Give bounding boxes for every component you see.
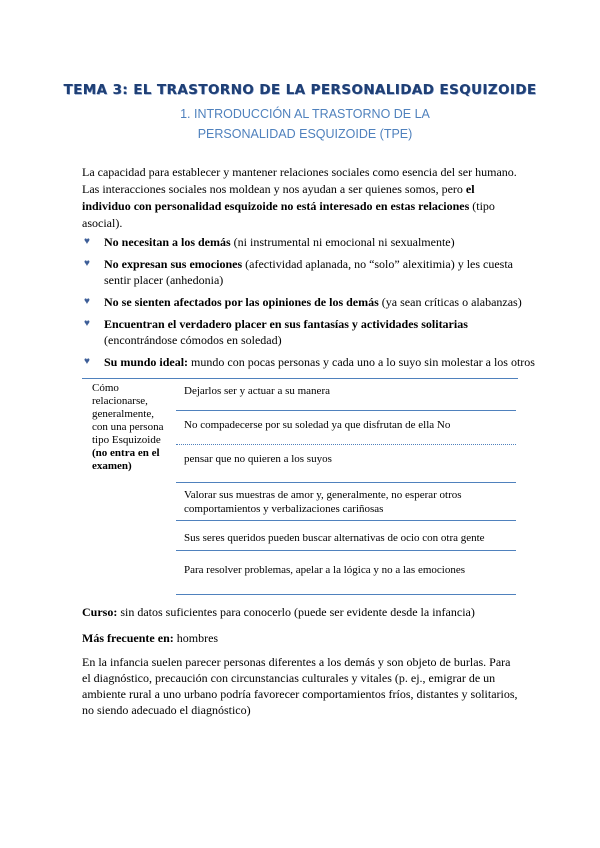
intro-text-2: (tipo asocial). <box>82 199 495 230</box>
table-row: Sus seres queridos pueden buscar alternativas de ocio con otra gente <box>176 520 516 545</box>
list-item <box>82 316 542 348</box>
list-item-bold: No se sienten afectados por las opiniones de los demás <box>104 295 379 309</box>
intro-paragraph <box>82 164 522 232</box>
heart-bullet-icon: ♥ <box>84 318 90 329</box>
list-item-bold: No necesitan a los demás <box>104 235 231 249</box>
table-header-bold: (no entra en el examen) <box>92 447 160 472</box>
list-item-text: (ni instrumental ni emocional ni sexualmente) <box>230 235 455 249</box>
list-item <box>82 256 542 288</box>
intro-bold: el individuo con personalidad esquizoide no está interesado en estas relaciones <box>82 182 475 213</box>
heart-bullet-icon: ♥ <box>84 236 90 247</box>
heart-bullet-icon: ♥ <box>84 258 90 269</box>
table-row: Valorar sus muestras de amor y, generalmente, no esperar otros comportamientos y verbalizaciones cariñosas <box>176 482 516 516</box>
heart-bullet-icon: ♥ <box>84 296 90 307</box>
table-header-text: Cómo relacionarse, generalmente, con una persona tipo Esquizoide <box>92 382 164 446</box>
closing-paragraph: En la infancia suelen parecer personas diferentes a los demás y son objeto de burlas. Para el diagnóstico, precaución con circunstancias culturales y vitales (p. ej., emigrar de un ambiente rural a uno urbano podría favorecer comportamientos fríos, distantes y solitarios, no siendo adecuado el diagnóstico) <box>82 655 518 717</box>
list-item-bold: No expresan sus emociones <box>104 257 243 271</box>
list-item <box>82 234 542 250</box>
heart-bullet-icon: ♥ <box>84 356 90 367</box>
table-row-header <box>92 382 172 473</box>
traits-list <box>82 234 542 376</box>
frecuente-text: hombres <box>173 631 219 645</box>
list-item-bold: Encuentran el verdadero placer en sus fantasías y actividades solitarias <box>104 317 468 331</box>
list-item-text: (ya sean críticas o alabanzas) <box>378 295 522 309</box>
page-title: TEMA 3: EL TRASTORNO DE LA PERSONALIDAD ESQUIZOIDE <box>63 82 537 98</box>
frecuente-label: Más frecuente en: <box>82 631 174 645</box>
list-item-text: (encontrándose cómodos en soledad) <box>104 333 282 347</box>
list-item-bold: Su mundo ideal: <box>104 355 189 369</box>
curso-text: sin datos suficientes para conocerlo (puede ser evidente desde la infancia) <box>117 605 475 619</box>
table-row: No compadecerse por su soledad ya que disfrutan de ella No <box>176 410 516 432</box>
curso-line <box>82 604 522 620</box>
frecuente-line <box>82 630 522 646</box>
curso-label: Curso: <box>82 605 118 619</box>
table-row: Dejarlos ser y actuar a su manera <box>176 378 516 398</box>
section-heading: 1. INTRODUCCIÓN AL TRASTORNO DE LA PERSONALIDAD ESQUIZOIDE (TPE) <box>180 107 430 141</box>
relation-table <box>82 378 518 596</box>
intro-text-1: La capacidad para establecer y mantener relaciones sociales como esencia del ser humano. Las interacciones sociales nos moldean y nos ayudan a ser quienes somos, pero <box>82 165 517 196</box>
table-bottom-rule <box>176 594 516 595</box>
table-row: Para resolver problemas, apelar a la lógica y no a las emociones <box>176 550 516 577</box>
list-item-text: (afectividad aplanada, no “solo” alexitimia) y les cuesta sentir placer (anhedonia) <box>104 257 514 287</box>
list-item <box>82 294 542 310</box>
list-item <box>82 354 542 370</box>
table-row: pensar que no quieren a los suyos <box>184 453 332 465</box>
list-item-text: mundo con pocas personas y cada uno a lo suyo sin molestar a los otros <box>188 355 535 369</box>
